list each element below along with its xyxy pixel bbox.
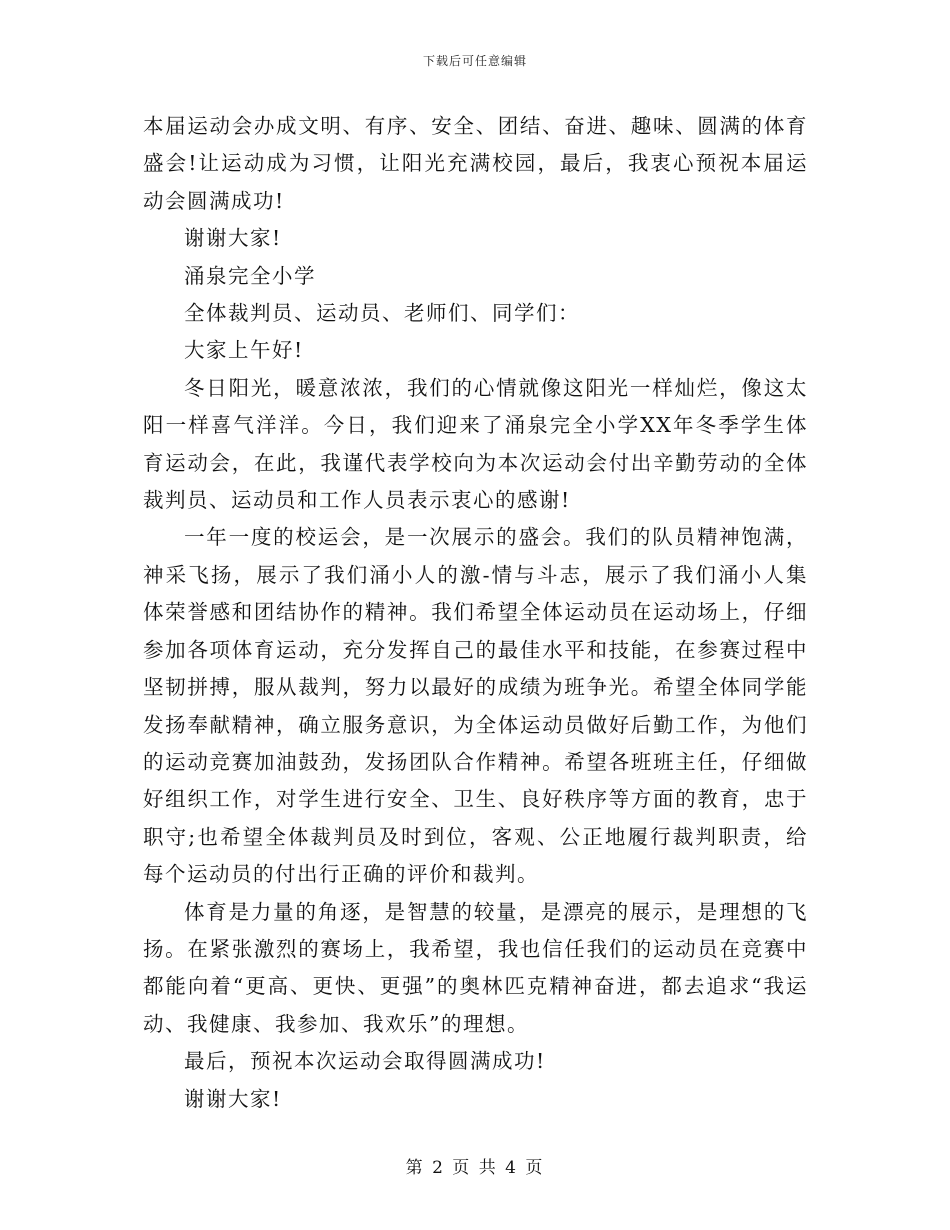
page-number-footer: 第 2 页 共 4 页 xyxy=(405,1158,545,1178)
paragraph-continuation: 本届运动会办成文明、有序、安全、团结、奋进、趣味、圆满的体育盛会!让运动成为习惯，让阳光充满校园，最后，我衷心预祝本届运动会圆满成功! xyxy=(143,114,808,213)
paragraph-final-thanks: 谢谢大家! xyxy=(184,1086,282,1111)
paragraph-salutation: 全体裁判员、运动员、老师们、同学们： xyxy=(184,301,580,326)
paragraph-greeting: 大家上午好! xyxy=(184,338,304,363)
paragraph-thanks: 谢谢大家! xyxy=(184,226,282,251)
paragraph-closing-wish: 最后，预祝本次运动会取得圆满成功! xyxy=(184,1049,546,1074)
paragraph-opening: 冬日阳光，暖意浓浓，我们的心情就像这阳光一样灿烂，像这太阳一样喜气洋洋。今日，我们迎来了涌泉完全小学XX年冬季学生体育运动会，在此，我谨代表学校向为本次运动会付出辛勤劳动的全体裁判员、运动员和工作人员表示衷心的感谢! xyxy=(143,375,808,513)
paragraph-hopes: 一年一度的校运会，是一次展示的盛会。我们的队员精神饱满，神采飞扬，展示了我们涌小人的激-情与斗志，展示了我们涌小人集体荣誉感和团结协作的精神。我们希望全体运动员在运动场上，仔细参加各项体育运动，充分发挥自己的最佳水平和技能，在参赛过程中坚韧拼搏，服从裁判，努力以最好的成绩为班争光。希望全体同学能发扬奉献精神，确立服务意识，为全体运动员做好后勤工作，为他们的运动竞赛加油鼓劲，发扬团队合作精神。希望各班班主任，仔细做好组织工作，对学生进行安全、卫生、良好秩序等方面的教育，忠于职守;也希望全体裁判员及时到位，客观、公正地履行裁判职责，给每个运动员的付出行正确的评价和裁判。 xyxy=(143,525,808,887)
paragraph-spirit: 体育是力量的角逐，是智慧的较量，是漂亮的展示，是理想的飞扬。在紧张激烈的赛场上，我希望，我也信任我们的运动员在竞赛中都能向着“更高、更快、更强”的奥林匹克精神奋进，都去追求“我运动、我健康、我参加、我欢乐”的理想。 xyxy=(143,899,808,1036)
document-body xyxy=(143,108,808,1118)
paragraph-school-name: 涌泉完全小学 xyxy=(184,263,316,288)
page-header: 下载后可任意编辑 xyxy=(422,54,527,68)
